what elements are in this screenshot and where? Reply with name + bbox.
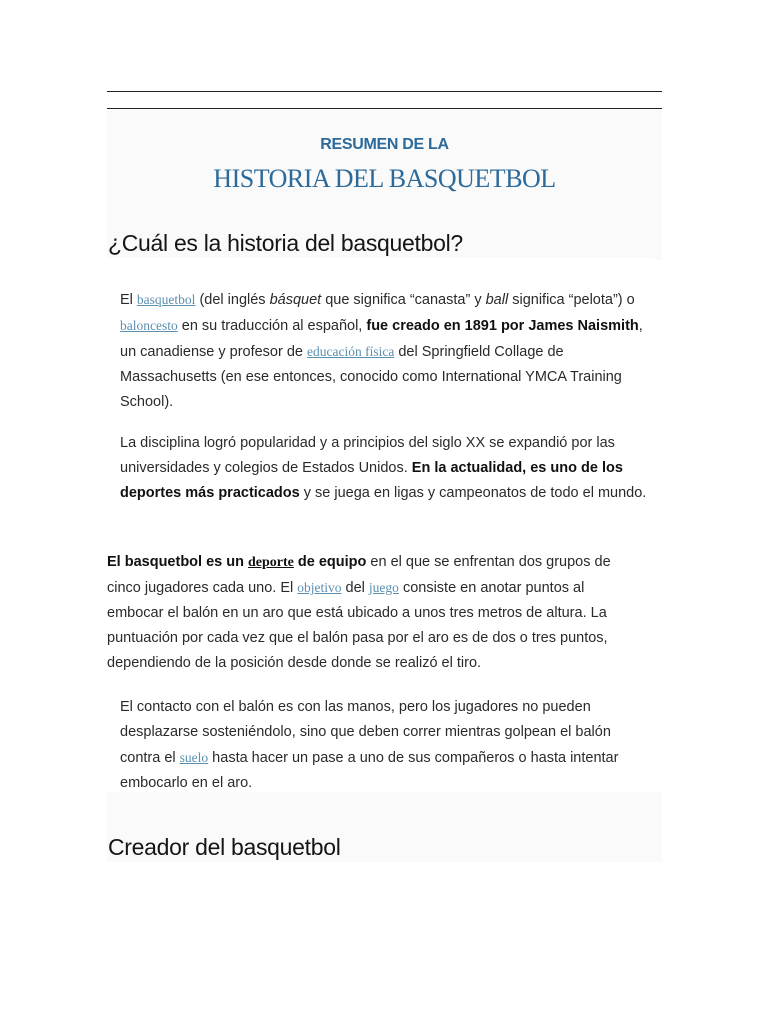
paragraph-popularity: La disciplina logró popularidad y a principios del siglo XX se expandió por las universidades y colegios de Estados Unidos. En la actualidad, es uno de los deportes más practicados y se juega en ligas y campeonatos de todo el mundo. [120, 435, 647, 501]
link-deporte[interactable]: deporte [248, 555, 294, 570]
title-big: HISTORIA DEL BASQUETBOL [213, 164, 556, 193]
paragraph-definition: El basquetbol es un deporte de equipo en el que se enfrentan dos grupos de cinco jugadores cada uno. El objetivo del juego consiste en anotar puntos al embocar el balón en un aro que está ubicado a unos tres metros de altura. La puntuación por cada vez que el balón pasa por el aro es de dos o tres puntos, dependiendo de la posición desde donde se realizó el tiro. [107, 554, 611, 671]
second-divider [107, 108, 662, 109]
link-suelo[interactable]: suelo [179, 750, 209, 765]
top-divider [107, 91, 662, 92]
link-basquetbol[interactable]: basquetbol [136, 292, 196, 307]
section-heading-creator: Creador del basquetbol [108, 834, 341, 860]
title-small: RESUMEN DE LA [320, 136, 449, 153]
link-juego[interactable]: juego [368, 580, 399, 595]
section-heading-history: ¿Cuál es la historia del basquetbol? [108, 230, 463, 256]
link-educacion-fisica[interactable]: educación física [307, 344, 395, 359]
paragraph-origin: El basquetbol (del inglés básquet que significa “canasta” y ball significa “pelota”) o baloncesto en su traducción al español, fue creado en 1891 por James Naismith, un canadiense y profesor de educación física del Springfield Collage de Massachusetts (en ese entonces, conocido como International YMCA Training School). [120, 292, 643, 410]
link-baloncesto[interactable]: baloncesto [120, 318, 178, 333]
link-objetivo[interactable]: objetivo [297, 580, 342, 595]
paragraph-rules: El contacto con el balón es con las manos, pero los jugadores no pueden desplazarse sosteniéndolo, sino que deben correr mientras golpean el balón contra el suelo hasta hacer un pase a uno de sus compañeros o hasta intentar embocarlo en el aro. [120, 699, 619, 791]
